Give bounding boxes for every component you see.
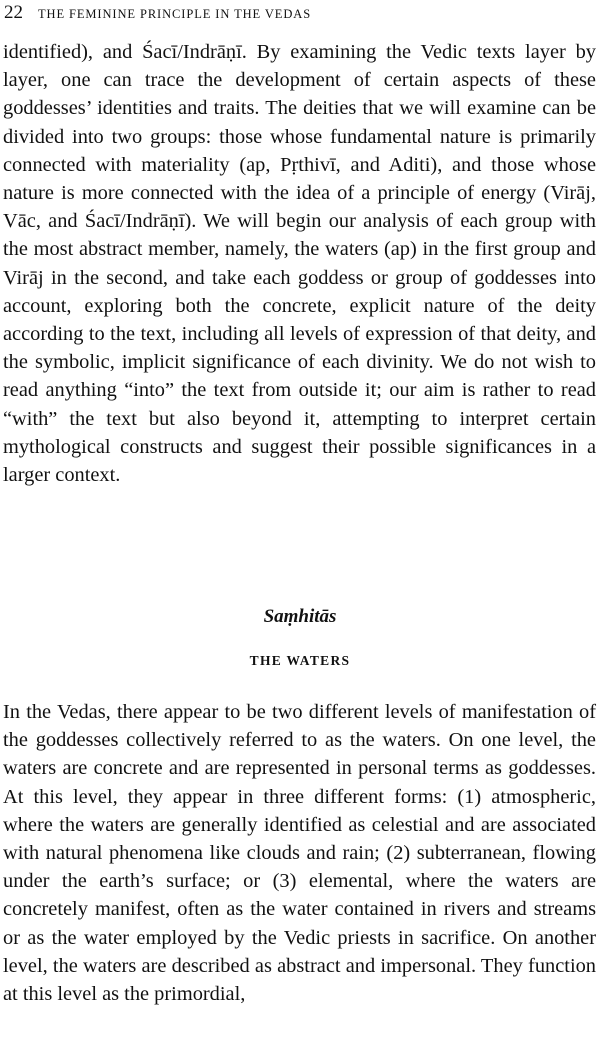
body-paragraph-1: identified), and Śacī/Indrāṇī. By examining the Vedic texts layer by layer, one can trace the development of certain aspects of these goddesses’ identities and traits. The deities that we will examine can be divided into two groups: those whose fundamental nature is primarily connected with materiality (ap, Pṛthivī, and Aditi), and those whose nature is more connected with the idea of a principle of energy (Virāj, Vāc, and Śacī/Indrāṇī). We will begin our analysis of each group with the most abstract member, namely, the waters (ap) in the first group and Virāj in the second, and take each goddess or group of goddesses into account, exploring both the concrete, explicit nature of the deity according to the text, including all levels of expression of that deity, and the symbolic, implicit significance of each divinity. We do not wish to read anything “into” the text from outside it; our aim is rather to read “with” the text but also beyond it, attempting to interpret certain mythological constructs and suggest their possible significances in a larger context. bbox=[3, 41, 596, 487]
running-head bbox=[4, 2, 596, 24]
section-heading: Saṃhitās bbox=[263, 606, 337, 627]
running-title: THE FEMININE PRINCIPLE IN THE VEDAS bbox=[38, 7, 312, 21]
subsection-heading: THE WATERS bbox=[249, 653, 351, 668]
page-number: 22 bbox=[4, 2, 23, 23]
body-paragraph-2: In the Vedas, there appear to be two different levels of manifestation of the goddesses collectively referred to as the waters. On one level, the waters are concrete and are represented in personal terms as goddesses. At this level, they appear in three different forms: (1) atmospheric, where the waters are generally identified as celestial and are associated with natural phenomena like clouds and rain; (2) subterranean, flowing under the earth’s surface; or (3) elemental, where the waters are concretely manifest, often as the water contained in rivers and streams or as the water employed by the Vedic priests in sacrifice. On another level, the waters are described as abstract and impersonal. They function at this level as the primordial, bbox=[3, 701, 596, 1006]
